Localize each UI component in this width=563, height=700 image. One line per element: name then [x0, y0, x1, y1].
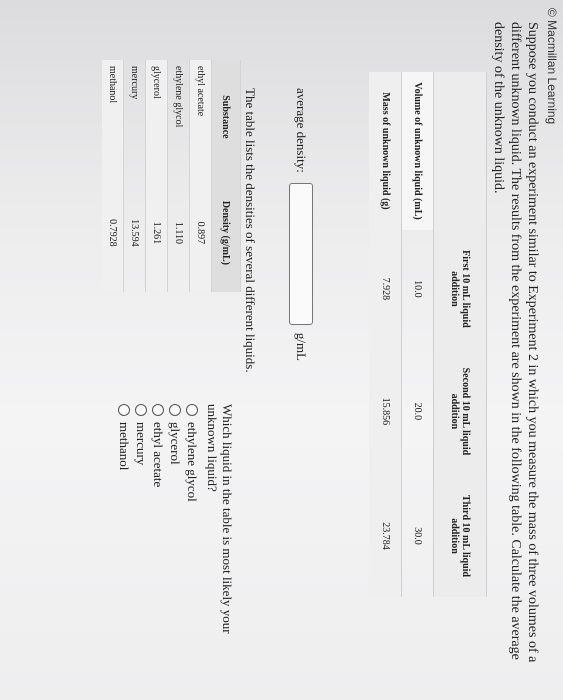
radio-button[interactable] [136, 404, 148, 416]
volume-first: 10.0 [402, 230, 434, 348]
option-label: ethylene glycol [185, 422, 200, 502]
radio-button[interactable] [187, 404, 199, 416]
substance-density: 1.261 [146, 174, 168, 292]
table-row [402, 72, 434, 597]
option-glycerol[interactable] [167, 404, 184, 644]
mass-second: 15.856 [370, 348, 402, 475]
substance-name: methanol [102, 60, 124, 174]
option-ethylene-glycol[interactable] [184, 404, 201, 644]
results-header-corner [434, 72, 487, 230]
results-header-second: Second 10 mL liquid addition [434, 348, 487, 475]
table-row [102, 60, 124, 292]
volume-third: 30.0 [402, 475, 434, 597]
header-substance: Substance [212, 60, 241, 174]
question-2 [116, 404, 235, 644]
substance-name: glycerol [146, 60, 168, 174]
option-methanol[interactable] [116, 404, 133, 644]
average-density-input[interactable] [289, 183, 313, 325]
option-label: methanol [117, 422, 132, 471]
substance-density: 1.110 [168, 174, 190, 292]
option-label: mercury [134, 422, 149, 466]
option-label: ethyl acetate [151, 422, 166, 488]
table-row [370, 72, 402, 597]
average-density-row [289, 88, 313, 361]
radio-button[interactable] [153, 404, 165, 416]
densities-intro: The table lists the densities of several different liquids. [243, 88, 258, 373]
results-table [370, 72, 488, 597]
table-row [124, 60, 146, 292]
substance-name: ethyl acetate [190, 60, 212, 174]
substance-density: 13.594 [124, 174, 146, 292]
volume-second: 20.0 [402, 348, 434, 475]
option-label: glycerol [168, 422, 183, 465]
row-label-volume: Volume of unknown liquid (mL) [402, 72, 434, 230]
density-table [102, 60, 241, 292]
results-header-first: First 10 mL liquid addition [434, 230, 487, 348]
radio-button[interactable] [119, 404, 131, 416]
question-2-text: Which liquid in the table is most likely your unknown liquid? [205, 404, 235, 634]
mass-first: 7.928 [370, 230, 402, 348]
average-density-label: average density: [294, 88, 309, 173]
credit-text: © Macmillan Learning [545, 8, 559, 125]
table-row [190, 60, 212, 292]
density-unit-label: g/mL [294, 332, 309, 361]
option-mercury[interactable] [133, 404, 150, 644]
substance-density: 0.897 [190, 174, 212, 292]
row-label-mass: Mass of unknown liquid (g) [370, 72, 402, 230]
option-ethyl-acetate[interactable] [150, 404, 167, 644]
answer-options [116, 404, 201, 644]
substance-name: ethylene glycol [168, 60, 190, 174]
radio-button[interactable] [170, 404, 182, 416]
table-row [146, 60, 168, 292]
table-row [168, 60, 190, 292]
substance-density: 0.7928 [102, 174, 124, 292]
mass-third: 23.784 [370, 475, 402, 597]
header-density: Density (g/mL) [212, 174, 241, 292]
results-header-third: Third 10 mL liquid addition [434, 475, 487, 597]
question-prompt: Suppose you conduct an experiment similar to Experiment 2 in which you measure the mass of three volumes of a different unknown liquid. The results from the experiment are shown in the following table. Calculate the average density of the unknown liquid. [491, 22, 540, 663]
substance-name: mercury [124, 60, 146, 174]
